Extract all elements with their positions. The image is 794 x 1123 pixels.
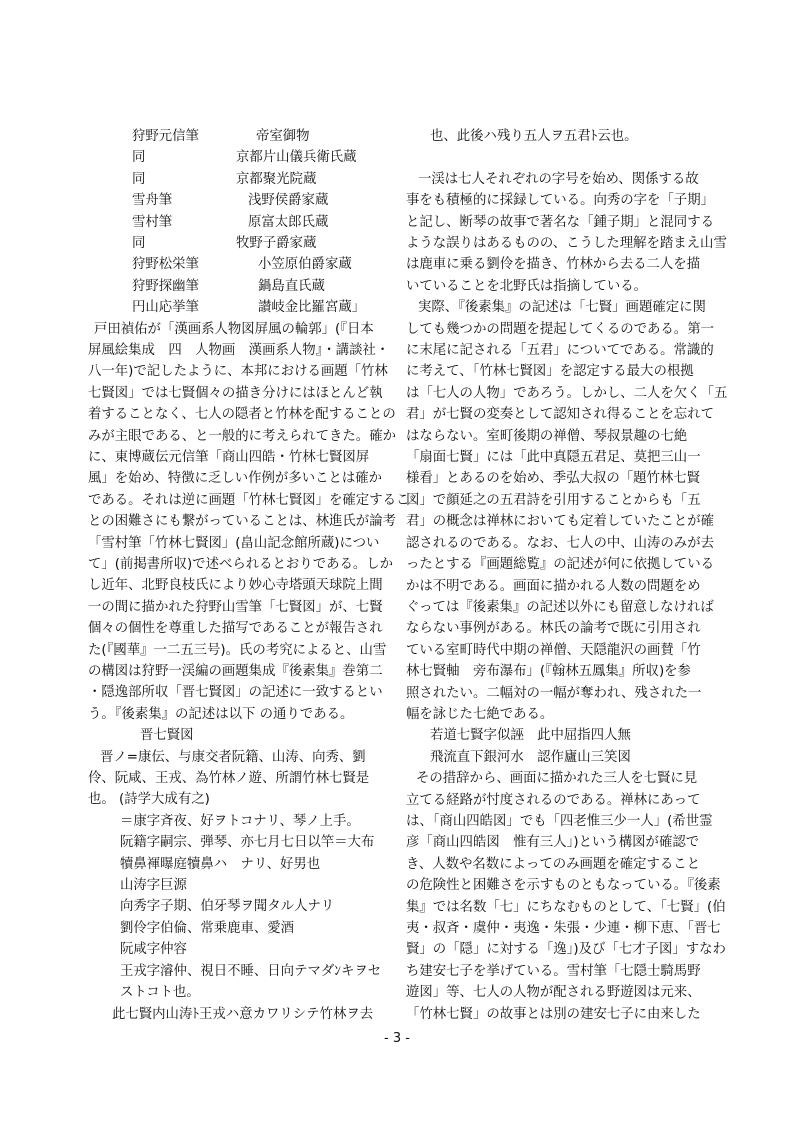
text-line: しても幾つかの問題を提起してくるのである。第一 (406, 321, 714, 337)
right-body-text (406, 126, 728, 1025)
artist-name: 雪舟筆 (132, 193, 173, 209)
text-line: かは不明である。画面に描かれる人数の問題をめ (406, 578, 701, 594)
text-line: 晋七賢図 (140, 728, 194, 744)
collection-owner: 原富太郎氏蔵 (248, 214, 329, 230)
left-column (88, 126, 410, 1025)
collection-row (132, 212, 388, 233)
text-line (406, 147, 706, 168)
text-line: はならない。室町後期の禅僧、琴叔景趣の七絶 (406, 428, 688, 444)
text-line: 阮咸字仲容 (120, 942, 187, 958)
collection-row (132, 126, 388, 147)
text-line: 君」の概念は禅林においても定着していたことが確 (406, 514, 714, 530)
collection-owner: 鍋島直氏蔵 (258, 278, 325, 294)
right-column (406, 126, 728, 1025)
text-line: う。『後素集』の記述は以下 の通りである。 (88, 706, 354, 722)
artist-name: 同 (132, 150, 146, 166)
text-line: て」(前掲書所収)で述べられるとおりである。しか (88, 556, 394, 572)
text-line: である。それは逆に画題「竹林七賢図」を確定するこ (88, 492, 410, 508)
collection-row (132, 147, 388, 168)
text-line: に考えて、「竹林七賢図」を認定する最大の根拠 (406, 364, 694, 380)
text-line: き、人数や名数によってのみ画題を確定すること (406, 856, 701, 872)
text-line: 山涛字巨源 (120, 878, 187, 894)
text-line: ならない事例がある。林氏の論考で既に引用され (406, 621, 701, 637)
text-line: 「雪村筆「竹林七賢図」(畠山記念館所蔵)につい (88, 535, 380, 551)
text-line: 実際、『後素集』の記述は「七賢」画題確定に関 (418, 300, 706, 316)
text-line: との困難さにも繋がっていることは、林進氏が論考 (88, 514, 396, 530)
text-line: 晋ノ=康伝、与康交者阮籍、山涛、向秀、劉 (100, 749, 366, 765)
text-line: ・隠逸部所収「晋七賢図」の記述に一致するとい (88, 685, 383, 701)
text-line: ている室町時代中期の禅僧、天隠龍沢の画賛「竹 (406, 642, 701, 658)
text-line: の危険性と困難さを示すものともなっている。『後素 (406, 878, 721, 894)
text-line: 様看」とあるのを始め、季弘大叔の「題竹林七賢 (406, 471, 701, 487)
text-line: 図」で顔延之の五君詩を引用することからも「五 (406, 492, 701, 508)
text-line: その措辞から、画面に描かれた三人を七賢に見 (416, 771, 698, 787)
collection-owner: 京都片山儀兵衛氏蔵 (236, 150, 357, 166)
artist-name: 狩野元信筆 (132, 129, 199, 144)
text-line: 一の間に描かれた狩野山雪筆「七賢図」が、七賢 (88, 599, 383, 615)
artist-name: 同 (132, 171, 146, 187)
text-line: と記し、断琴の故事で著名な「鍾子期」と混同する (406, 214, 714, 230)
text-line: 屏風絵集成 四 人物画 漢画系人物』・講談社・ (88, 342, 390, 358)
collection-owner: 京都聚光院蔵 (236, 171, 317, 187)
collection-row (132, 276, 388, 297)
collection-row (132, 169, 388, 190)
text-line: 向秀字子期、伯牙琴ヲ聞タル人ナリ (120, 899, 335, 915)
text-line: た(『國華』一二五三号)。氏の考究によると、山雪 (88, 642, 387, 658)
collection-row (132, 297, 388, 318)
text-line: 風」を始め、特徴に乏しい作例が多いことは確か (88, 471, 383, 487)
collection-owner: 讃岐金比羅宮蔵」 (258, 300, 366, 316)
text-line: 立てる経路が忖度されるのである。禅林にあって (406, 792, 701, 808)
text-line: 幅を詠じた七絶である。 (406, 706, 554, 722)
text-line: 賢」の「隠」に対する「逸」)及び「七才子図」すなわ (406, 942, 726, 958)
text-line: 也。 (詩学大成有之) (88, 792, 210, 808)
text-line: 認されるのである。なお、七人の中、山涛のみが去 (406, 535, 714, 551)
text-line: は「七人の人物」であろう。しかし、二人を欠く「五 (406, 385, 728, 401)
text-line: 飛流直下銀河水 認作廬山三笑図 (430, 749, 631, 765)
text-line: 個々の個性を尊重した描写であることが報告され (88, 621, 383, 637)
text-line: 夷・叔斉・虞仲・夷逸・朱張・少連・柳下恵、「晋七 (406, 921, 721, 937)
text-line: 事をも積極的に採録している。向秀の字を「子期」 (406, 193, 714, 209)
artist-name: 円山応挙筆 (132, 300, 199, 316)
text-line: 「扇面七賢」には「此中真隠五君足、莫把三山一 (406, 450, 701, 466)
text-line: 一渓は七人それぞれの字号を始め、関係する故 (418, 171, 699, 187)
artist-name: 同 (132, 235, 146, 251)
text-line: 戸田禎佑が「漢画系人物図屏風の輪郭」(『日本 (94, 321, 374, 337)
collection-owner: 浅野侯爵家蔵 (248, 193, 329, 209)
text-line: 此七賢内山涛ﾄ王戎ハ意カワリシテ竹林ヲ去 (112, 1006, 374, 1022)
text-line: 照されたい。二幅対の一幅が奪われ、残された一 (406, 685, 702, 701)
text-line: ＝康字斉夜、好ヲトコナリ、琴ノ上手。 (120, 813, 360, 829)
text-line: 着することなく、七人の隠者と竹林を配することの (88, 407, 396, 423)
collection-owner: 牧野子爵家蔵 (236, 235, 317, 251)
text-line: 集』では名数「七」にちなむものとして、「七賢」(伯 (406, 899, 726, 915)
text-line: みが主眼である、と一般的に考えられてきた。確か (88, 428, 396, 444)
text-line: いていることを北野氏は指摘している。 (406, 278, 648, 294)
text-line: は、「商山四皓図」でも「四老惟三少一人」(希世霊 (406, 813, 713, 829)
text-line: ような誤りはあるものの、こうした理解を踏まえ山雪 (406, 236, 727, 252)
page-number: - 3 - (384, 1031, 410, 1046)
text-line: に、東博蔵伝元信筆「商山四皓・竹林七賢図屏 (88, 449, 370, 465)
text-line: ぐっては『後素集』の記述以外にも留意しなければ (406, 599, 714, 615)
text-line: 八一年)で記したように、本邦における画題「竹林 (88, 364, 388, 380)
collection-owner: 小笠原伯爵家蔵 (258, 257, 352, 273)
text-line: の構図は狩野一渓編の画題集成『後素集』巻第二 (88, 664, 383, 680)
collection-row (132, 254, 388, 275)
text-line: 伶、阮咸、王戎、為竹林ノ遊、所謂竹林七賢是 (88, 771, 370, 787)
artist-name: 狩野探幽筆 (132, 278, 199, 294)
text-line: 彦「商山四皓図 惟有三人」)という構図が確認で (406, 835, 700, 851)
text-line: し近年、北野良枝氏により妙心寺塔頭天球院上間 (88, 578, 383, 594)
text-line: 王戎字濬仲、視日不睡、日向テマダﾝキヲセ (120, 963, 382, 979)
collection-owner: 帝室御物 (256, 129, 310, 144)
left-body-text (88, 319, 410, 1025)
collection-row (132, 190, 388, 211)
artist-name: 狩野松栄筆 (132, 257, 199, 273)
text-line: 遊図」等、七人の人物が配される野遊図は元来、 (406, 985, 701, 1001)
text-line: 也、此後ハ残り五人ヲ五君ﾄ云也。 (430, 129, 638, 144)
text-line: 阮籍字嗣宗、弾琴、亦七月七日以竿＝大布 (120, 835, 375, 851)
text-line: 「竹林七賢」の故事とは別の建安七子に由来した (406, 1006, 701, 1022)
text-line: 君」が七賢の変奏として認知され得ることを忘れて (406, 407, 714, 423)
text-line: 七賢図」では七賢個々の描き分けにはほとんど執 (88, 385, 383, 401)
text-line: ったとする『画題総覧』の記述が何に依拠している (406, 557, 714, 573)
text-line: に末尾に記される「五君」についてである。常識的 (406, 343, 714, 359)
collection-list (132, 126, 388, 319)
text-line: 劉伶字伯倫、常乗鹿車、愛酒 (120, 920, 295, 936)
text-line: 林七賢軸 旁布瀑布」(『翰林五鳳集』所収)を参 (406, 664, 691, 680)
text-line: は鹿車に乗る劉伶を描き、竹林から去る二人を描 (406, 257, 701, 273)
text-line: 犢鼻褌曝庭犢鼻ハ ナリ、好男也 (120, 856, 321, 872)
collection-row (132, 233, 388, 254)
text-line: ち建安七子を挙げている。雪村筆「七隠士騎馬野 (406, 963, 701, 979)
text-line: 若道七賢字似誣 此中屈指四人無 (430, 728, 631, 744)
artist-name: 雪村筆 (132, 214, 173, 230)
text-line: ストコト也。 (120, 985, 200, 1001)
